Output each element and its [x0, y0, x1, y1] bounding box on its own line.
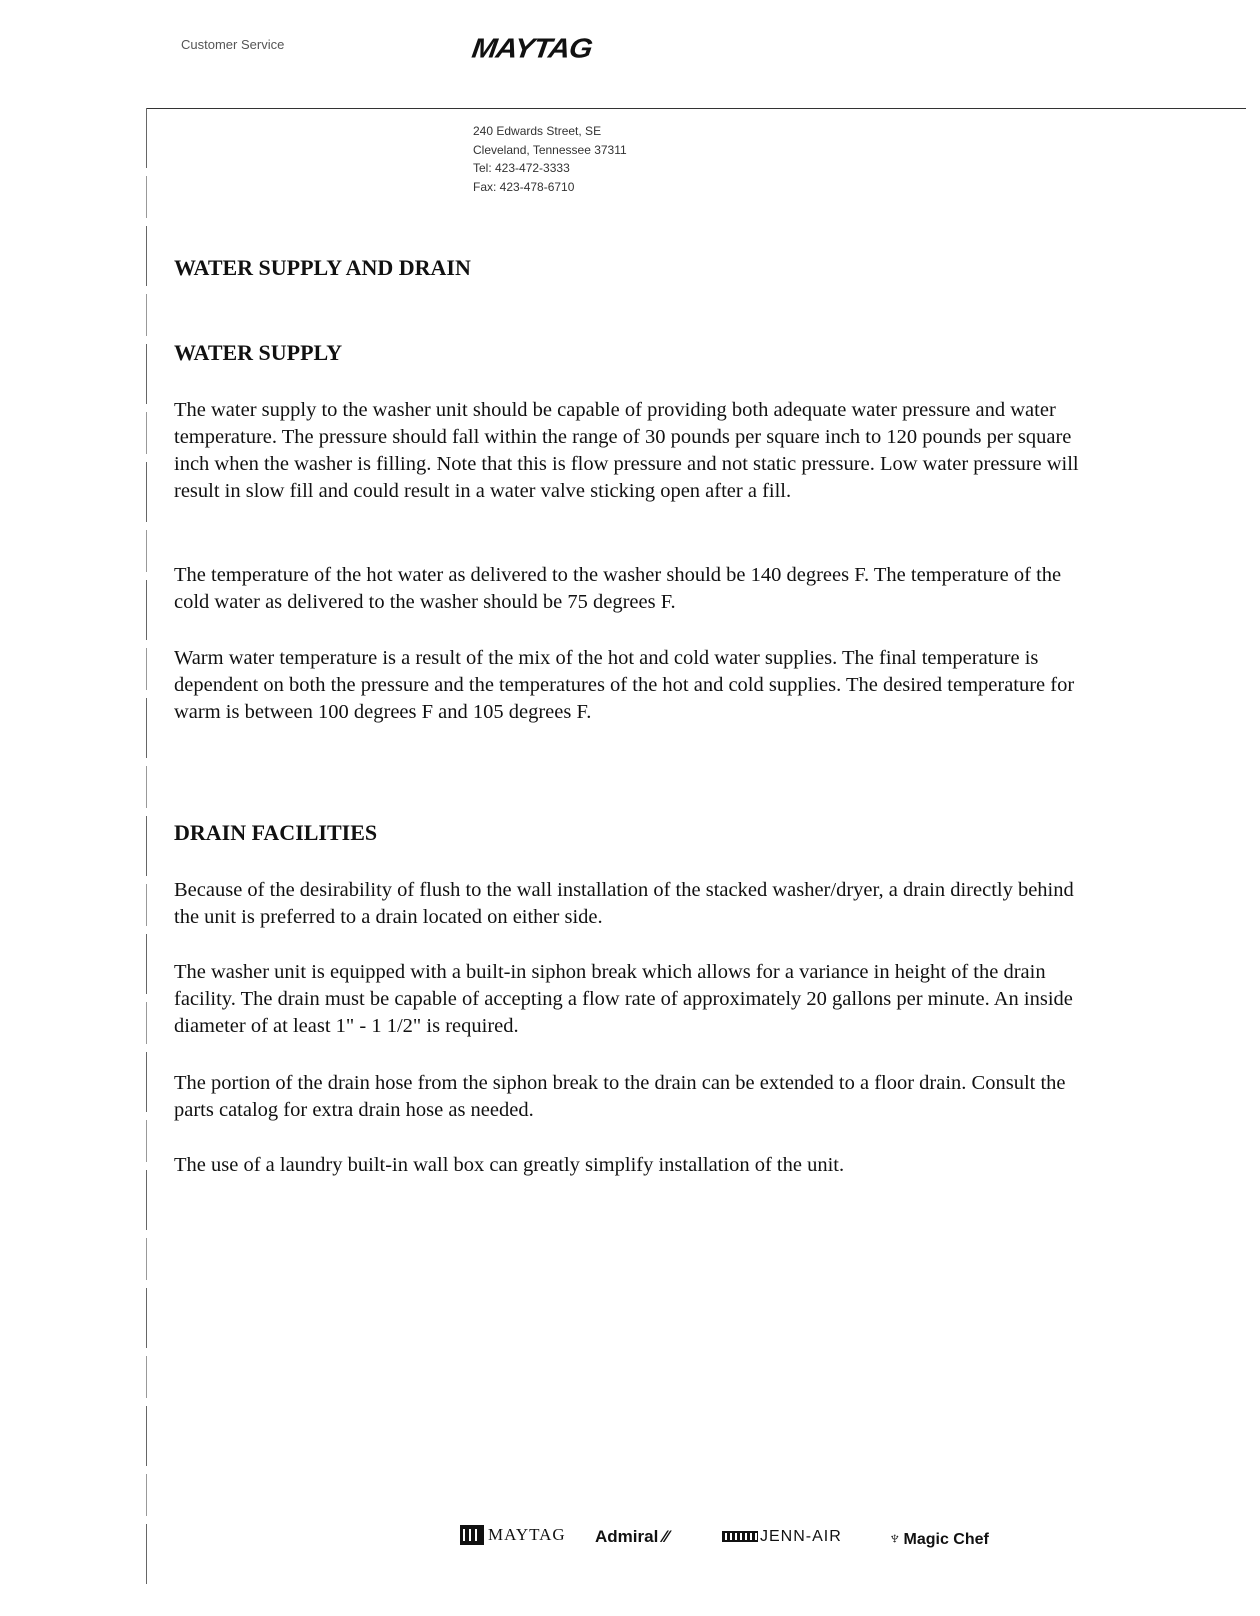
- jenn-air-brand-name: JENN-AIR: [760, 1528, 842, 1545]
- paragraph: The use of a laundry built-in wall box can greatly simplify installation of the unit.: [174, 1154, 845, 1176]
- admiral-mark-icon: ⁄⁄: [658, 1527, 669, 1546]
- left-margin-line: [146, 108, 147, 1588]
- header-divider: [146, 108, 1246, 109]
- address-tel: Tel: 423-472-3333: [473, 161, 570, 175]
- address-block: [473, 122, 627, 196]
- jenn-air-brand-logo: [722, 1528, 842, 1546]
- magic-chef-brand-name: Magic Chef: [903, 1531, 989, 1548]
- maytag-brand-name: MAYTAG: [488, 1525, 566, 1544]
- address-city: Cleveland, Tennessee 37311: [473, 142, 627, 157]
- section-heading-drain-facilities: DRAIN FACILITIES: [174, 820, 378, 845]
- section-heading-water-supply: WATER SUPPLY: [174, 340, 343, 365]
- header-label: Customer Service: [181, 37, 285, 52]
- paragraph: The portion of the drain hose from the siphon break to the drain can be extended to a floor drain. Consult the parts catalog for extra drain hose as needed.: [174, 1072, 1066, 1121]
- jenn-air-mark-icon: [722, 1531, 758, 1542]
- maytag-brand-logo: [460, 1525, 566, 1545]
- paragraph: The temperature of the hot water as delivered to the washer should be 140 degrees F. The temperature of the cold water as delivered to the washer should be 75 degrees F.: [174, 564, 1062, 613]
- maytag-logo: MAYTAG: [469, 33, 594, 64]
- chef-hat-icon: ♆: [888, 1528, 902, 1548]
- document-title: WATER SUPPLY AND DRAIN: [174, 255, 471, 280]
- maytag-mark-icon: [460, 1525, 484, 1545]
- magic-chef-brand-logo: [888, 1528, 989, 1549]
- paragraph: Warm water temperature is a result of the mix of the hot and cold water supplies. The final temperature is dependent on both the pressure and the temperatures of the hot and cold supplies. The desired temperature for warm is between 100 degrees F and 105 degrees F.: [174, 647, 1075, 723]
- paragraph: The water supply to the washer unit should be capable of providing both adequate water pressure and water temperature. The pressure should fall within the range of 30 pounds per square inch to 120 pounds per square inch when the washer is filling. Note that this is flow pressure and not static pressure. Low water pressure will result in slow fill and could result in a water valve sticking open after a fill.: [174, 399, 1079, 502]
- address-fax: Fax: 423-478-6710: [473, 179, 575, 194]
- footer-brand-logos: [460, 1525, 1040, 1565]
- paragraph: The washer unit is equipped with a built-in siphon break which allows for a variance in height of the drain facility. The drain must be capable of accepting a flow rate of approximately 20 gallons per minute. An inside diameter of at least 1" - 1 1/2" is required.: [174, 961, 1073, 1037]
- admiral-brand-logo: [595, 1527, 669, 1547]
- address-street: 240 Edwards Street, SE: [473, 124, 602, 138]
- admiral-brand-name: Admiral: [595, 1527, 659, 1546]
- paragraph: Because of the desirability of flush to the wall installation of the stacked washer/dryer, a drain directly behind the unit is preferred to a drain located on either side.: [174, 879, 1074, 928]
